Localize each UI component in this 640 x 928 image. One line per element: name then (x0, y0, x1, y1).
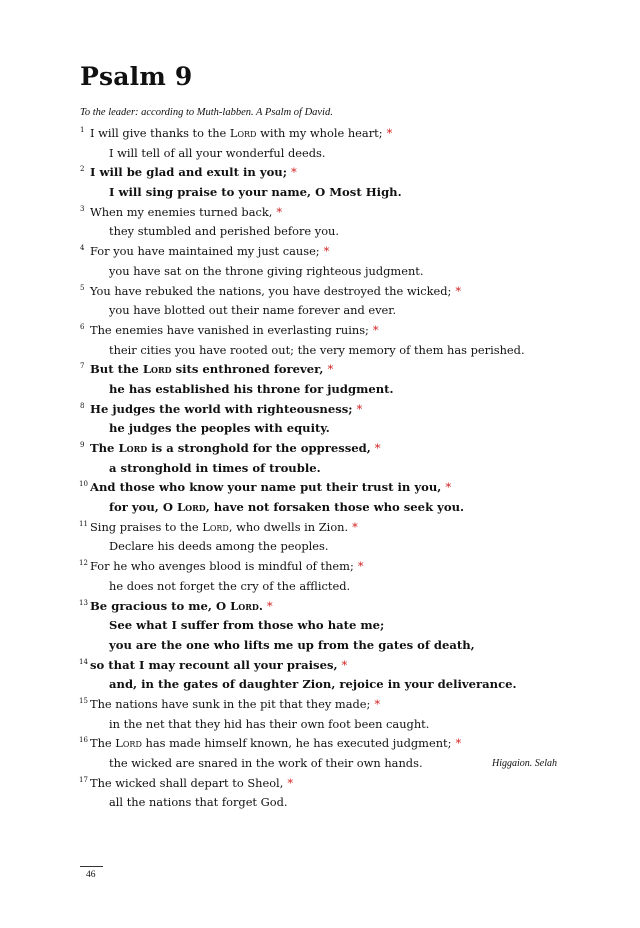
verse-text: . (258, 598, 263, 613)
verse-number: 17 (79, 775, 88, 784)
divine-name-small-caps: ord (237, 126, 257, 140)
verse-first-line (80, 400, 550, 420)
verse-7 (80, 360, 550, 399)
verse-first-line (80, 557, 550, 577)
verse-number: 3 (80, 204, 85, 213)
verse-15 (80, 695, 550, 734)
verse-continuation-line (80, 341, 550, 361)
verse-number: 8 (80, 401, 85, 410)
verse-first-line (80, 478, 550, 498)
verse-12 (80, 557, 550, 596)
mediation-asterisk: * (276, 204, 283, 219)
verse-first-line (80, 774, 550, 794)
verse-first-line (80, 242, 550, 262)
mediation-asterisk: * (291, 165, 297, 180)
verse-text: Be gracious to me, O L (90, 598, 239, 613)
verse-text: Sing praises to the L (90, 519, 210, 534)
verse-text: , have not forsaken those who seek you. (205, 500, 465, 515)
verse-continuation-line (80, 183, 550, 203)
verse-number: 9 (80, 441, 85, 449)
verse-continuation-line (80, 636, 550, 656)
verse-10 (80, 478, 550, 517)
verse-6 (80, 321, 550, 360)
verse-4 (80, 242, 550, 281)
verse-list (79, 124, 557, 813)
verse-text: But the L (90, 362, 151, 377)
verse-text: he has established his throne for judgment. (109, 381, 394, 396)
verse-first-line (80, 321, 550, 341)
verse-text: in the net that they hid has their own foot been caught. (109, 716, 430, 731)
verse-number: 4 (80, 244, 85, 253)
verse-text: so that I may recount all your praises, (90, 657, 338, 672)
verse-text: , who dwells in Zion. (228, 519, 349, 534)
verse-first-line (80, 656, 550, 676)
verse-first-line (80, 282, 550, 302)
verse-text: And those who know your name put their trust in you, (90, 480, 442, 495)
verse-text: When my enemies turned back, (90, 204, 273, 219)
verse-number: 5 (80, 283, 85, 292)
verse-first-line (80, 439, 550, 459)
verse-text: all the nations that forget God. (109, 795, 288, 810)
verse-11 (80, 518, 550, 557)
verse-text: you have blotted out their name forever and ever. (109, 303, 397, 318)
divine-name-small-caps: ord (209, 519, 229, 534)
verse-continuation-line (80, 459, 550, 479)
divine-name-small-caps: ord (185, 500, 206, 515)
divine-name-small-caps: ord (238, 598, 259, 613)
verse-continuation-line (80, 144, 550, 164)
verse-text: with my whole heart; (256, 126, 383, 140)
mediation-asterisk: * (455, 283, 462, 298)
verse-continuation-line (80, 222, 550, 242)
verse-number: 13 (79, 598, 88, 607)
verse-number: 2 (80, 165, 85, 174)
verse-continuation-line (80, 419, 550, 439)
verse-text: the wicked are snared in the work of their own hands. (109, 756, 423, 770)
mediation-asterisk: * (374, 696, 381, 711)
verse-text: The wicked shall depart to Sheol, (90, 775, 284, 790)
verse-continuation-line (80, 498, 550, 518)
verse-text: See what I suffer from those who hate me; (109, 618, 385, 633)
verse-text: The L (90, 441, 127, 455)
verse-first-line (80, 203, 550, 223)
verse-continuation-line (80, 577, 550, 597)
verse-text: you are the one who lifts me up from the gates of death, (109, 637, 475, 652)
verse-number: 1 (80, 126, 85, 134)
divine-name-small-caps: ord (150, 362, 172, 377)
mediation-asterisk: * (323, 244, 330, 259)
verse-5 (80, 282, 550, 321)
superscription: To the leader: according to Muth-labben. A Psalm of David. (80, 107, 333, 118)
footer-rule (80, 866, 103, 867)
mediation-asterisk: * (287, 775, 294, 790)
verse-first-line (80, 734, 550, 754)
verse-number: 14 (79, 657, 88, 666)
verse-text: I will be glad and exult in you; (90, 165, 288, 180)
verse-text: The L (90, 736, 123, 751)
verse-text: sits enthroned forever, (171, 362, 324, 377)
verse-text: their cities you have rooted out; the very memory of them has perished. (109, 342, 525, 357)
mediation-asterisk: * (352, 519, 358, 534)
verse-16 (79, 734, 557, 773)
mediation-asterisk: * (455, 736, 462, 751)
verse-14 (80, 656, 550, 695)
verse-continuation-line (80, 616, 550, 636)
verse-continuation-line (80, 262, 550, 282)
divine-name-small-caps: ord (122, 736, 142, 751)
mediation-asterisk: * (327, 362, 334, 377)
verse-text: Declare his deeds among the peoples. (109, 539, 329, 554)
verse-text: they stumbled and perished before you. (109, 224, 340, 239)
verse-first-line (80, 518, 550, 538)
verse-number: 7 (80, 362, 85, 371)
verse-text: He judges the world with righteousness; (90, 401, 353, 416)
page-title: Psalm 9 (80, 62, 193, 91)
verse-number: 15 (79, 696, 88, 705)
mediation-asterisk: * (357, 559, 364, 574)
verse-text: for you, O L (109, 500, 186, 515)
verse-number: 6 (80, 322, 85, 331)
verse-continuation-line (80, 380, 550, 400)
verse-first-line (80, 695, 550, 715)
mediation-asterisk: * (341, 657, 348, 672)
verse-continuation-line (80, 301, 550, 321)
mediation-asterisk: * (386, 126, 393, 140)
mediation-asterisk: * (374, 441, 381, 455)
verse-number: 12 (79, 559, 88, 568)
verse-number: 10 (79, 480, 88, 489)
verse-9 (80, 439, 550, 478)
verse-3 (80, 203, 550, 242)
verse-text: I will give thanks to the L (90, 126, 238, 140)
verse-text: and, in the gates of daughter Zion, rejoice in your deliverance. (109, 677, 517, 692)
verse-text: is a stronghold for the oppressed, (147, 441, 371, 455)
verse-first-line (80, 124, 550, 144)
verse-text: The enemies have vanished in everlasting ruins; (90, 322, 369, 337)
verse-first-line (80, 597, 550, 617)
verse-continuation-line (80, 754, 557, 774)
mediation-asterisk: * (372, 322, 379, 337)
verse-text: has made himself known, he has executed judgment; (141, 736, 452, 751)
divine-name-small-caps: ord (126, 441, 148, 455)
mediation-asterisk: * (266, 598, 273, 613)
verse-number: 11 (79, 519, 88, 528)
verse-8 (80, 400, 550, 439)
verse-first-line (80, 163, 550, 183)
verse-first-line (80, 360, 550, 380)
verse-text: he does not forget the cry of the afflicted. (109, 578, 351, 593)
verse-13 (80, 597, 550, 656)
verse-continuation-line (80, 537, 550, 557)
verse-continuation-line (80, 675, 550, 695)
verse-text: a stronghold in times of trouble. (109, 460, 321, 475)
verse-text: you have sat on the throne giving righteous judgment. (109, 263, 424, 278)
verse-17 (80, 774, 550, 813)
verse-text: For he who avenges blood is mindful of them; (90, 559, 354, 574)
page-number: 46 (86, 870, 96, 880)
verse-text: The nations have sunk in the pit that they made; (90, 696, 371, 711)
verse-continuation-line (80, 715, 550, 735)
musical-note: Higgaion. Selah (492, 758, 557, 769)
verse-text: I will tell of all your wonderful deeds. (109, 145, 326, 160)
verse-2 (80, 163, 550, 202)
mediation-asterisk: * (445, 480, 452, 495)
verse-text: he judges the peoples with equity. (109, 421, 330, 436)
verse-1 (80, 124, 550, 163)
verse-text: For you have maintained my just cause; (90, 244, 320, 259)
verse-number: 16 (79, 736, 88, 745)
verse-text: You have rebuked the nations, you have destroyed the wicked; (90, 283, 452, 298)
verse-text: I will sing praise to your name, O Most High. (109, 185, 402, 200)
mediation-asterisk: * (356, 401, 363, 416)
verse-continuation-line (80, 793, 550, 813)
